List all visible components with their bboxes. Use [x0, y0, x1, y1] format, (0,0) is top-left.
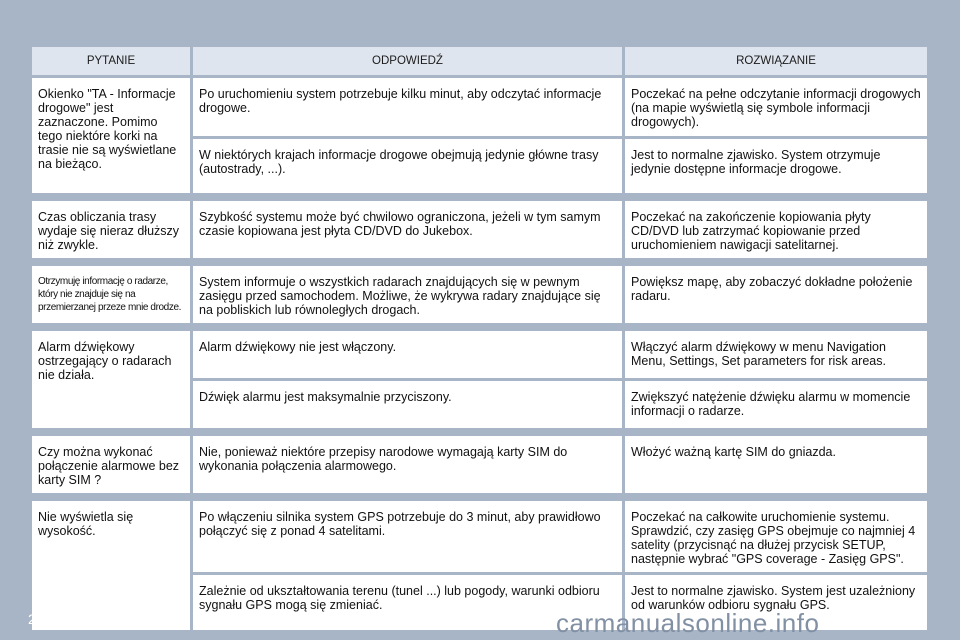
- solution-cell: Zwiększyć natężenie dźwięku alarmu w momencie informacji o radarze.: [625, 381, 927, 428]
- question-cell: Nie wyświetla się wysokość.: [32, 501, 190, 630]
- solution-cell: Jest to normalne zjawisko. System otrzymuje jedynie dostępne informacje drogowe.: [625, 139, 927, 193]
- question-cell: Alarm dźwiękowy ostrzegający o radarach nie działa.: [32, 331, 190, 428]
- faq-table-container: [29, 44, 930, 633]
- faq-table: [29, 44, 930, 633]
- watermark: carmanualsonline.info: [556, 608, 820, 638]
- question-cell: Otrzymuję informację o radarze, który nie znajduje się na przemierzanej przeze mnie drodze.: [32, 266, 190, 323]
- table-row: [32, 201, 927, 258]
- answer-cell: Po włączeniu silnika system GPS potrzebuje do 3 minut, aby prawidłowo połączyć się z ponad 4 satelitami.: [193, 501, 622, 572]
- table-row: [32, 266, 927, 323]
- solution-cell: Powiększ mapę, aby zobaczyć dokładne położenie radaru.: [625, 266, 927, 323]
- solution-cell: Włączyć alarm dźwiękowy w menu Navigation Menu, Settings, Set parameters for risk areas.: [625, 331, 927, 378]
- question-cell: Czy można wykonać połączenie alarmowe bez karty SIM ?: [32, 436, 190, 493]
- answer-cell: Zależnie od ukształtowania terenu (tunel ...) lub pogody, warunki odbioru sygnału GPS mogą się zmieniać.: [193, 575, 622, 630]
- answer-cell: Dźwięk alarmu jest maksymalnie przyciszony.: [193, 381, 622, 428]
- question-cell: Czas obliczania trasy wydaje się nieraz dłuższy niż zwykle.: [32, 201, 190, 258]
- table-row: [32, 436, 927, 493]
- table-row: [32, 501, 927, 572]
- answer-cell: W niektórych krajach informacje drogowe obejmują jedynie główne trasy (autostrady, ...).: [193, 139, 622, 193]
- header-answer: ODPOWIEDŹ: [193, 47, 622, 75]
- table-row: [32, 78, 927, 136]
- solution-cell: Włożyć ważną kartę SIM do gniazda.: [625, 436, 927, 493]
- answer-cell: Alarm dźwiękowy nie jest włączony.: [193, 331, 622, 378]
- answer-cell: Szybkość systemu może być chwilowo ograniczona, jeżeli w tym samym czasie kopiowana jest płyta CD/DVD do Jukebox.: [193, 201, 622, 258]
- header-solution: ROZWIĄZANIE: [625, 47, 927, 75]
- header-question: PYTANIE: [32, 47, 190, 75]
- table-row: [32, 331, 927, 378]
- page-number: 270: [28, 611, 52, 627]
- solution-cell: Poczekać na zakończenie kopiowania płyty CD/DVD lub zatrzymać kopiowanie przed uruchomieniem nawigacji satelitarnej.: [625, 201, 927, 258]
- answer-cell: Nie, ponieważ niektóre przepisy narodowe wymagają karty SIM do wykonania połączenia alarmowego.: [193, 436, 622, 493]
- table-header-row: [32, 47, 927, 75]
- question-cell: Okienko "TA - Informacje drogowe" jest zaznaczone. Pomimo tego niektóre korki na trasie nie są wyświetlane na bieżąco.: [32, 78, 190, 193]
- solution-cell: Poczekać na całkowite uruchomienie systemu. Sprawdzić, czy zasięg GPS obejmuje co najmniej 4 satelity (przycisnąć na dłużej przycisk SETUP, następnie wybrać "GPS coverage - Zasięg GPS".: [625, 501, 927, 572]
- solution-cell: Jest to normalne zjawisko. System jest uzależniony od warunków odbioru sygnału GPS.: [625, 575, 927, 630]
- answer-cell: System informuje o wszystkich radarach znajdujących się w pewnym zasięgu przed samochodem. Możliwe, że wykrywa radary znajdujące się na pobliskich lub równoległych drogach.: [193, 266, 622, 323]
- answer-cell: Po uruchomieniu system potrzebuje kilku minut, aby odczytać informacje drogowe.: [193, 78, 622, 136]
- solution-cell: Poczekać na pełne odczytanie informacji drogowych (na mapie wyświetlą się symbole informacji drogowych).: [625, 78, 927, 136]
